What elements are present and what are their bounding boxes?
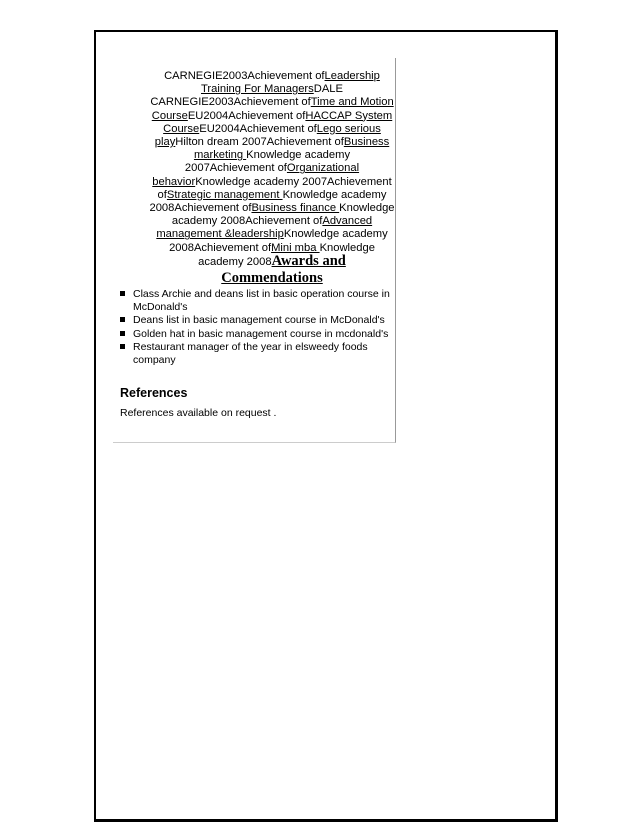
awards-title-part2: Commendations [221,270,323,287]
course-link[interactable]: Business marketing [193,136,390,162]
training-text-run: Knowledge academy 2008Achievement of [171,202,395,228]
bullet-icon [120,331,125,336]
training-text-run: DALE CARNEGIE2003Achievement of [150,83,343,109]
bullet-icon [120,317,125,322]
training-text-run: Knowledge academy 2008Achievement of [149,188,387,215]
course-link[interactable]: Leadership Training For Managers [201,70,380,96]
training-text-run: Knowledge academy 2008 [198,241,375,268]
course-link[interactable]: Strategic management [166,188,283,201]
training-text-run: Knowledge academy 2007Achievement of [184,149,351,175]
course-link[interactable]: Advanced management &leadership [156,215,373,241]
training-text-run: CARNEGIE2003Achievement of [164,70,325,82]
course-link[interactable]: Mini mba [271,241,320,254]
training-text-run: Hilton dream 2007Achievement of [175,136,344,149]
training-text-run: Knowledge academy 2007Achievement of [157,175,392,201]
course-link[interactable]: HACCAP System Course [163,109,393,135]
references-text: References available on request . [120,407,277,419]
bullet-icon [120,344,125,349]
training-text-run: Knowledge academy 2008Achievement of [169,228,388,254]
training-text-run: EU2004Achievement of [187,109,306,122]
course-link[interactable]: Organizational behavior [152,162,360,188]
awards-title-part1: Awards and [271,252,346,269]
training-section [148,70,396,289]
references-heading: References [120,386,188,400]
course-link[interactable]: Time and Motion Course [151,96,394,122]
list-item: Golden hat in basic management course in mcdonald's [120,328,390,341]
awards-list [120,288,390,367]
course-link[interactable]: Lego serious play [154,122,381,149]
list-item: Restaurant manager of the year in elsweedy foods company [120,341,390,366]
bullet-icon [120,291,125,296]
list-item: Deans list in basic management course in McDonald's [120,314,390,327]
training-text [149,70,394,268]
course-link[interactable]: Business finance [251,202,340,215]
list-item: Class Archie and deans list in basic operation course in McDonald's [120,288,390,313]
training-text-run: EU2004Achievement of [199,122,317,135]
